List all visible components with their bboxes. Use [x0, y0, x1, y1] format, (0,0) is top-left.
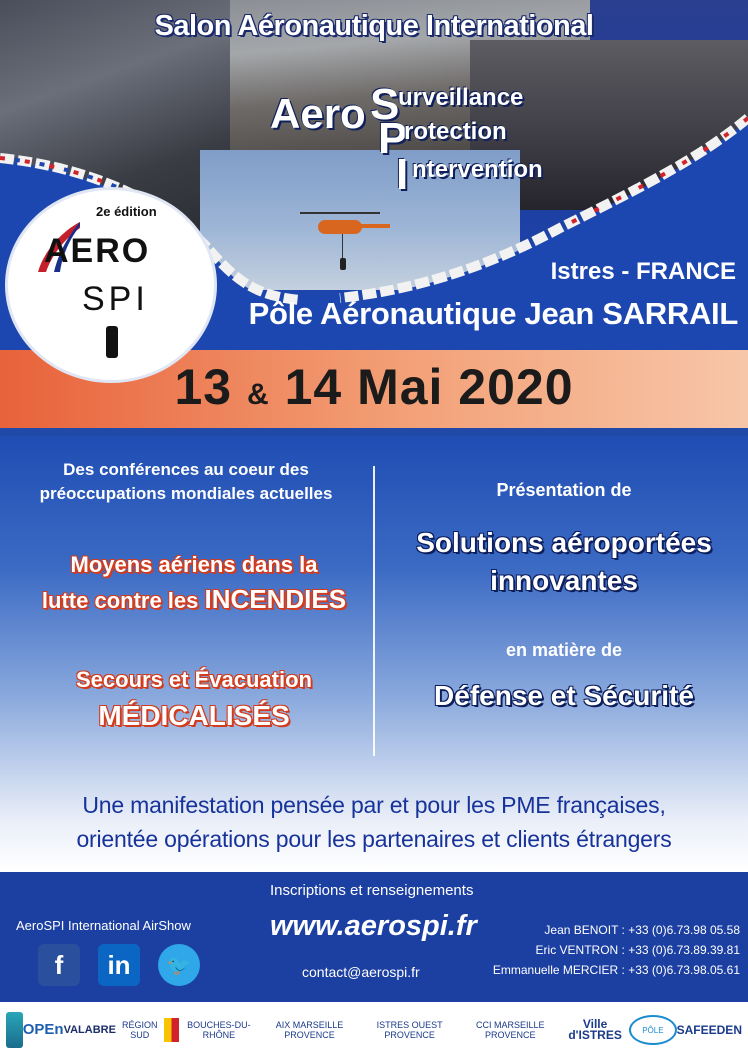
solutions-line-1: Solutions aéroportées: [416, 527, 712, 558]
email-link[interactable]: contact@aerospi.fr: [302, 964, 420, 980]
protection-text: rotection: [404, 118, 507, 145]
intervention-text: ntervention: [412, 156, 543, 183]
contact-row: Emmanuelle MERCIER : +33 (0)6.73.98.05.61: [492, 963, 740, 977]
partner-mark-logo: [6, 1012, 23, 1048]
event-title: Salon Aéronautique International: [154, 10, 594, 42]
contact-name: Jean BENOIT: [544, 923, 619, 937]
logo-spi-text: SPI: [82, 280, 149, 318]
partner-open-logo: OPEn: [22, 1020, 64, 1038]
theme2-line-1: Secours et Évacuation: [76, 667, 312, 692]
solutions-line-2: innovantes: [490, 565, 638, 596]
inscriptions-label: Inscriptions et renseignements: [270, 882, 474, 899]
theme1-line-2: [14, 582, 374, 618]
band-stripe: [0, 428, 748, 436]
contact-row: Jean BENOIT : +33 (0)6.73.98 05.58: [544, 923, 740, 937]
manifest-line-1: Une manifestation pensée par et pour les PME françaises,: [82, 792, 666, 818]
date-day1: 13: [174, 359, 233, 415]
partner-flag-logo: [164, 1018, 179, 1042]
solutions-heading: [380, 524, 748, 600]
theme1-highlight: INCENDIES: [204, 584, 347, 614]
letter-p: P: [378, 114, 408, 163]
partner-ville-istres-logo: Ville d'ISTRES: [568, 1017, 622, 1042]
partner-region-logo: RÉGION SUD: [122, 1020, 158, 1040]
contact-name: Eric VENTRON: [535, 943, 619, 957]
contact-phone[interactable]: +33 (0)6.73.89.39.81: [628, 943, 740, 957]
partner-pole-logo: PÔLE: [629, 1015, 677, 1045]
website-link[interactable]: www.aerospi.fr: [270, 910, 477, 942]
intro-line-2: préoccupations mondiales actuelles: [39, 484, 333, 503]
location-text: Istres - FRANCE: [550, 258, 736, 285]
edition-label: 2e édition: [96, 204, 157, 219]
surveillance-text: urveillance: [398, 84, 524, 111]
partner-cci-logo: CCI MARSEILLE PROVENCE: [475, 1020, 545, 1040]
date-ampersand: &: [246, 378, 270, 411]
climber-icon: [106, 326, 118, 358]
venue-text: Pôle Aéronautique Jean SARRAIL: [248, 296, 738, 331]
intro-line-1: Des conférences au coeur des: [63, 460, 309, 479]
theme-fires: [14, 548, 374, 618]
theme-medical: [14, 662, 374, 734]
partner-bouches-logo: BOUCHES-DU-RHÔNE: [187, 1020, 251, 1040]
partner-logos: [0, 1002, 748, 1058]
defense-heading: Défense et Sécurité: [434, 680, 694, 711]
theme2-highlight: MÉDICALISÉS: [98, 700, 290, 731]
contact-phone[interactable]: +33 (0)6.73.98 05.58: [628, 923, 740, 937]
presentation-label: Présentation de: [496, 480, 632, 500]
partner-valabre-logo: VALABRE: [63, 1024, 116, 1036]
conference-intro: [12, 458, 360, 506]
theme1-line-1: Moyens aériens dans la: [70, 552, 318, 577]
contact-list: [493, 920, 740, 980]
partner-istres-ouest-logo: ISTRES OUEST PROVENCE: [376, 1020, 443, 1040]
manifest-line-2: orientée opérations pour les partenaires et clients étrangers: [76, 826, 672, 852]
contact-phone[interactable]: +33 (0)6.73.98.05.61: [628, 963, 740, 977]
contact-name: Emmanuelle MERCIER: [492, 963, 619, 977]
letter-s: S: [370, 80, 400, 129]
logo-aero-text: AERO: [44, 232, 151, 270]
partner-eden-logo: EDEN: [708, 1022, 742, 1037]
partner-aix-logo: AIX MARSEILLE PROVENCE: [275, 1020, 344, 1040]
twitter-icon[interactable]: 🐦: [158, 944, 200, 986]
airshow-label: AeroSPI International AirShow: [16, 918, 191, 933]
linkedin-icon[interactable]: in: [98, 944, 140, 986]
aero-word: Aero: [270, 90, 366, 137]
letter-i: I: [396, 150, 409, 199]
aerospi-logo: [8, 190, 214, 380]
partner-safe-logo: SAFE: [676, 1022, 709, 1037]
date-day2-month-year: 14 Mai 2020: [284, 359, 574, 415]
contact-row: Eric VENTRON : +33 (0)6.73.89.39.81: [535, 943, 740, 957]
matiere-label: en matière de: [505, 640, 623, 660]
facebook-icon[interactable]: f: [38, 944, 80, 986]
theme1-line-2-start: lutte contre les: [41, 588, 205, 613]
aerospi-wordmark: [270, 80, 570, 220]
